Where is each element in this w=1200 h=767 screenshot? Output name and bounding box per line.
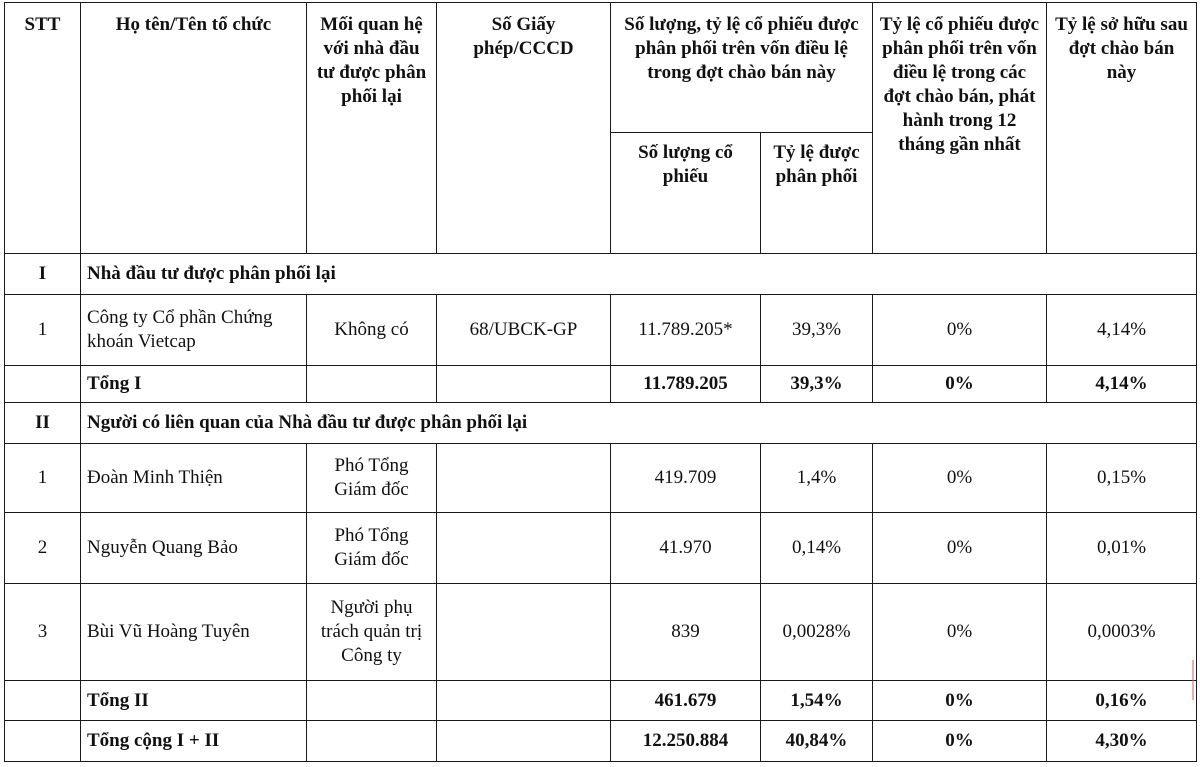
subtotal-label: Tổng I xyxy=(81,366,307,402)
header-ratio: Tỷ lệ được phân phối xyxy=(761,132,873,253)
table-row xyxy=(5,583,1197,680)
row-ratio-12-months: 0% xyxy=(873,295,1047,366)
header-relation: Mối quan hệ với nhà đầu tư được phân phối lại xyxy=(307,3,437,254)
grand-total-ratio: 40,84% xyxy=(761,721,873,762)
row-stt: 3 xyxy=(5,583,81,680)
subtotal-quantity: 11.789.205 xyxy=(611,366,761,402)
grand-total-quantity: 12.250.884 xyxy=(611,721,761,762)
empty-cell xyxy=(307,680,437,720)
subtotal-row xyxy=(5,680,1197,720)
header-name: Họ tên/Tên tổ chức xyxy=(81,3,307,254)
row-ratio-after: 0,01% xyxy=(1047,513,1197,584)
row-stt: 2 xyxy=(5,513,81,584)
row-ratio-12-months: 0% xyxy=(873,513,1047,584)
empty-cell xyxy=(437,680,611,720)
grand-total-ratio-12-months: 0% xyxy=(873,721,1047,762)
table-row xyxy=(5,513,1197,584)
subtotal-ratio-after: 0,16% xyxy=(1047,680,1197,720)
table-row xyxy=(5,295,1197,366)
row-ratio-12-months: 0% xyxy=(873,444,1047,513)
row-ratio: 39,3% xyxy=(761,295,873,366)
row-relation: Không có xyxy=(307,295,437,366)
row-ratio: 0,0028% xyxy=(761,583,873,680)
header-row xyxy=(5,3,1197,133)
section-title: Nhà đầu tư được phân phối lại xyxy=(81,253,1197,294)
row-ratio-after: 0,0003% xyxy=(1047,583,1197,680)
subtotal-ratio: 39,3% xyxy=(761,366,873,402)
row-ratio: 1,4% xyxy=(761,444,873,513)
empty-cell xyxy=(437,721,611,762)
row-quantity: 41.970 xyxy=(611,513,761,584)
section-number: II xyxy=(5,402,81,443)
empty-cell xyxy=(5,721,81,762)
row-ratio-after: 0,15% xyxy=(1047,444,1197,513)
empty-cell xyxy=(307,366,437,402)
empty-cell xyxy=(5,680,81,720)
subtotal-row xyxy=(5,366,1197,402)
row-relation: Phó Tổng Giám đốc xyxy=(307,513,437,584)
row-stt: 1 xyxy=(5,444,81,513)
row-license: 68/UBCK-GP xyxy=(437,295,611,366)
header-group: Số lượng, tỷ lệ cổ phiếu được phân phối trên vốn điều lệ trong đợt chào bán này xyxy=(611,3,873,133)
empty-cell xyxy=(307,721,437,762)
subtotal-ratio: 1,54% xyxy=(761,680,873,720)
row-ratio-12-months: 0% xyxy=(873,583,1047,680)
row-name: Công ty Cổ phần Chứng khoán Vietcap xyxy=(81,295,307,366)
row-quantity: 11.789.205* xyxy=(611,295,761,366)
section-row xyxy=(5,253,1197,294)
subtotal-ratio-after: 4,14% xyxy=(1047,366,1197,402)
empty-cell xyxy=(437,366,611,402)
grand-total-ratio-after: 4,30% xyxy=(1047,721,1197,762)
subtotal-quantity: 461.679 xyxy=(611,680,761,720)
row-name: Nguyễn Quang Bảo xyxy=(81,513,307,584)
grand-total-label: Tổng cộng I + II xyxy=(81,721,307,762)
header-stt: STT xyxy=(5,3,81,254)
subtotal-ratio-12-months: 0% xyxy=(873,366,1047,402)
row-name: Đoàn Minh Thiện xyxy=(81,444,307,513)
subtotal-ratio-12-months: 0% xyxy=(873,680,1047,720)
stamp-edge-mark xyxy=(1192,660,1200,700)
header-ratio-12-months: Tỷ lệ cổ phiếu được phân phối trên vốn điều lệ trong các đợt chào bán, phát hành trong 12 tháng gần nhất xyxy=(873,3,1047,254)
table-row xyxy=(5,444,1197,513)
grand-total-row xyxy=(5,721,1197,762)
section-row xyxy=(5,402,1197,443)
row-relation: Phó Tổng Giám đốc xyxy=(307,444,437,513)
row-relation: Người phụ trách quản trị Công ty xyxy=(307,583,437,680)
section-title: Người có liên quan của Nhà đầu tư được phân phối lại xyxy=(81,402,1197,443)
row-license xyxy=(437,444,611,513)
row-stt: 1 xyxy=(5,295,81,366)
row-name: Bùi Vũ Hoàng Tuyên xyxy=(81,583,307,680)
header-quantity: Số lượng cổ phiếu xyxy=(611,132,761,253)
row-quantity: 839 xyxy=(611,583,761,680)
row-quantity: 419.709 xyxy=(611,444,761,513)
row-license xyxy=(437,513,611,584)
subtotal-label: Tổng II xyxy=(81,680,307,720)
empty-cell xyxy=(5,366,81,402)
header-ratio-after: Tỷ lệ sở hữu sau đợt chào bán này xyxy=(1047,3,1197,254)
header-license: Số Giấy phép/CCCD xyxy=(437,3,611,254)
row-license xyxy=(437,583,611,680)
section-number: I xyxy=(5,253,81,294)
allocation-table xyxy=(4,2,1197,762)
row-ratio: 0,14% xyxy=(761,513,873,584)
row-ratio-after: 4,14% xyxy=(1047,295,1197,366)
